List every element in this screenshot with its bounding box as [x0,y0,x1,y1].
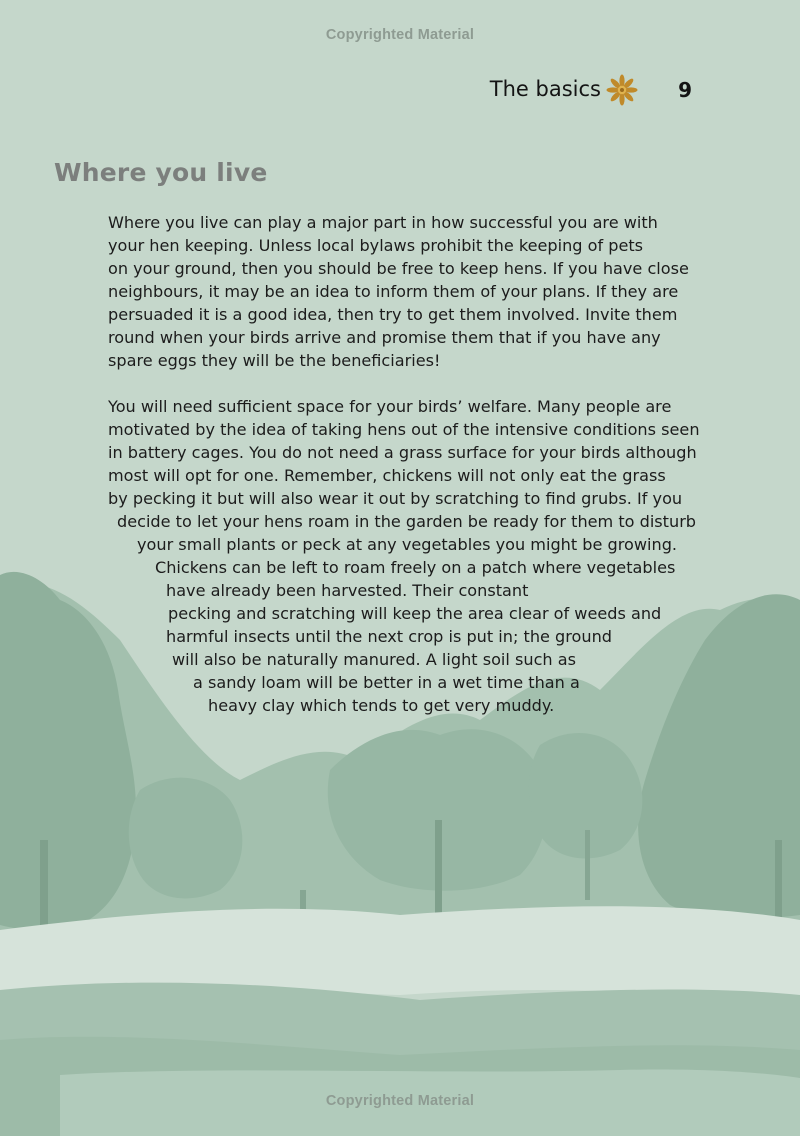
text-line: a sandy loam will be better in a wet time than a [193,673,580,692]
text-line: your small plants or peck at any vegetables you might be growing. [137,535,678,554]
page-number: 9 [678,78,692,102]
text-line: by pecking it but will also wear it out by scratching to find grubs. If you [108,489,683,508]
text-line: Where you live can play a major part in how successful you are with [108,213,658,232]
flower-icon [606,74,638,106]
text-line: pecking and scratching will keep the area clear of weeds and [168,604,662,623]
text-line: round when your birds arrive and promise them that if you have any [108,328,661,347]
text-line: You will need sufficient space for your birds’ welfare. Many people are [108,397,672,416]
section-label: The basics [489,77,601,101]
copyright-watermark-bottom: Copyrighted Material [325,1093,475,1109]
text-line: Chickens can be left to roam freely on a patch where vegetables [155,558,676,577]
running-header [440,75,700,105]
text-line: heavy clay which tends to get very muddy. [208,696,555,715]
text-line: in battery cages. You do not need a grass surface for your birds although [108,443,697,462]
text-line: have already been harvested. Their constant [166,581,529,600]
text-line: your hen keeping. Unless local bylaws prohibit the keeping of pets [108,236,644,255]
text-line: neighbours, it may be an idea to inform them of your plans. If they are [108,282,679,301]
text-line: decide to let your hens roam in the garden be ready for them to disturb [117,512,697,531]
text-line: most will opt for one. Remember, chickens will not only eat the grass [108,466,666,485]
text-line: on your ground, then you should be free to keep hens. If you have close [108,259,689,278]
text-line: persuaded it is a good idea, then try to get them involved. Invite them [108,305,678,324]
text-line: motivated by the idea of taking hens out of the intensive conditions seen [108,420,700,439]
page-title: Where you live [54,158,268,187]
text-line: will also be naturally manured. A light soil such as [172,650,576,669]
text-line: harmful insects until the next crop is put in; the ground [166,627,612,646]
copyright-watermark-top: Copyrighted Material [325,27,475,43]
text-line: spare eggs they will be the beneficiaries! [108,351,441,370]
